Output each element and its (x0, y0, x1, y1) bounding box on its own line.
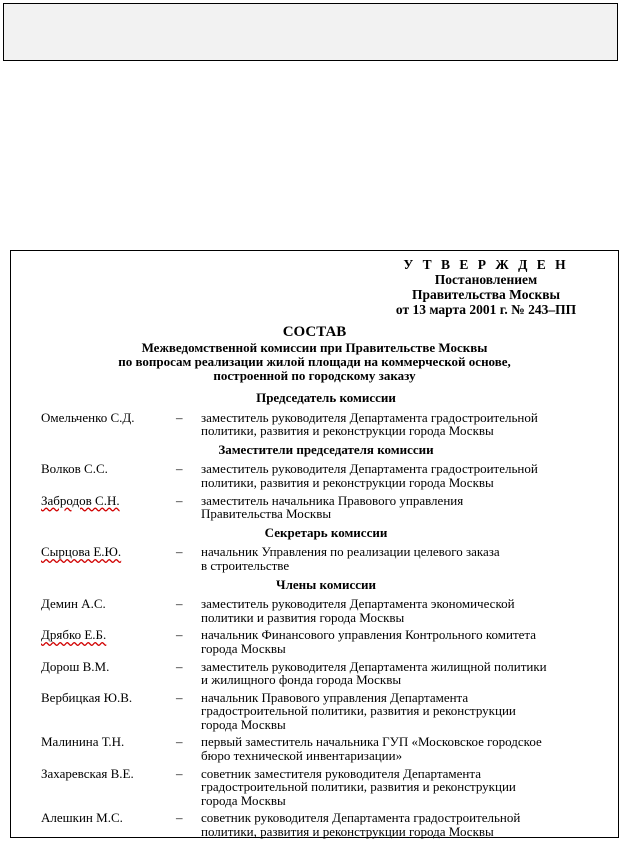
member-name: Вербицкая Ю.В. (41, 689, 133, 705)
member-role (201, 597, 611, 624)
list-item (41, 691, 611, 732)
dash: – (176, 689, 183, 705)
member-name: Захаревская В.Е. (41, 765, 134, 781)
role-line: города Москвы (201, 716, 286, 732)
header-box (3, 3, 618, 61)
role-line: заместитель руководителя Департамента градостроительной (201, 461, 538, 477)
section-heading-chair: Председатель комиссии (256, 390, 396, 405)
role-line: советник руководителя Департамента градостроительной (201, 810, 521, 826)
member-name: Демин А.С. (41, 596, 106, 612)
list-item (41, 597, 611, 624)
role-line: начальник Управления по реализации целевого заказа (201, 544, 500, 560)
member-role (201, 545, 611, 572)
dash: – (176, 492, 183, 508)
dash: – (176, 734, 183, 750)
member-name: Волков С.С. (41, 461, 108, 477)
member-role (201, 767, 611, 808)
dash: – (176, 461, 183, 477)
member-name: Алешкин М.С. (41, 810, 123, 826)
role-line: начальник Правового управления Департамента (201, 689, 469, 705)
role-line: политики, развития и реконструкции города Москвы (201, 474, 494, 490)
approval-title: У Т В Е Р Ж Д Е Н (403, 257, 569, 272)
role-line: в строительстве (201, 557, 290, 573)
list-item (41, 735, 611, 762)
role-line: заместитель руководителя Департамента жилищной политики (201, 658, 547, 674)
title-line: Межведомственной комиссии при Правительстве Москвы (141, 340, 488, 355)
dash: – (176, 810, 183, 826)
title-line: по вопросам реализации жилой площади на коммерческой основе, (118, 354, 511, 369)
list-item (41, 811, 611, 838)
member-role (201, 462, 611, 489)
role-line: бюро технической инвентаризации» (201, 748, 403, 764)
dash: – (176, 765, 183, 781)
list-item (41, 462, 611, 489)
document-scan (10, 250, 619, 838)
list-item (41, 767, 611, 808)
member-role (201, 691, 611, 732)
role-line: градостроительной политики, развития и реконструкции (201, 779, 516, 795)
list-item (41, 411, 611, 438)
member-name: Малинина Т.Н. (41, 734, 125, 750)
dash: – (176, 409, 183, 425)
role-line: города Москвы (201, 792, 286, 808)
member-role (201, 811, 611, 838)
list-item (41, 628, 611, 655)
section-heading-deputies: Заместители председателя комиссии (218, 441, 434, 457)
role-line: политики, развития и реконструкции города Москвы (201, 824, 494, 840)
approval-decree: от 13 марта 2001 г. № 243–ПП (395, 302, 577, 317)
role-line: политики, развития и реконструкции города Москвы (201, 423, 494, 439)
list-item (41, 545, 611, 572)
member-role (201, 411, 611, 438)
member-name: Омельченко С.Д. (41, 409, 135, 425)
member-name: Дорош В.М. (41, 658, 110, 674)
role-line: советник заместителя руководителя Департамента (201, 765, 481, 781)
dash: – (176, 658, 183, 674)
approval-stamp (366, 257, 606, 317)
section-heading-secretary: Секретарь комиссии (264, 524, 388, 540)
member-role (201, 735, 611, 762)
member-list (41, 391, 611, 843)
member-name: Дрябко Е.Б. (41, 627, 107, 643)
approval-line: Правительства Москвы (411, 287, 561, 302)
role-line: города Москвы (201, 640, 286, 656)
role-line: первый заместитель начальника ГУП «Московское городское (201, 734, 542, 750)
role-line: Правительства Москвы (201, 506, 332, 522)
role-line: политики и развития города Москвы (201, 609, 405, 625)
document-title (11, 324, 618, 383)
role-line: заместитель начальника Правового управления (201, 492, 464, 508)
member-role (201, 494, 611, 521)
role-line: градостроительной политики, развития и реконструкции (201, 703, 516, 719)
list-item (41, 494, 611, 521)
title-line: построенной по городскому заказу (213, 368, 416, 383)
role-line: начальник Финансового управления Контрольного комитета (201, 627, 537, 643)
section-heading-members: Члены комиссии (276, 576, 376, 592)
member-name: Забродов С.Н. (41, 492, 120, 508)
member-role (201, 660, 611, 687)
list-item (41, 660, 611, 687)
role-line: и жилищного фонда города Москвы (201, 672, 402, 688)
member-name: Сырцова Е.Ю. (41, 544, 122, 560)
dash: – (176, 596, 183, 612)
role-line: заместитель руководителя Департамента экономической (201, 596, 515, 612)
dash: – (176, 627, 183, 643)
role-line: заместитель руководителя Департамента градостроительной (201, 409, 538, 425)
title-main: СОСТАВ (282, 324, 347, 340)
dash: – (176, 544, 183, 560)
approval-line: Постановлением (434, 272, 538, 287)
member-role (201, 628, 611, 655)
